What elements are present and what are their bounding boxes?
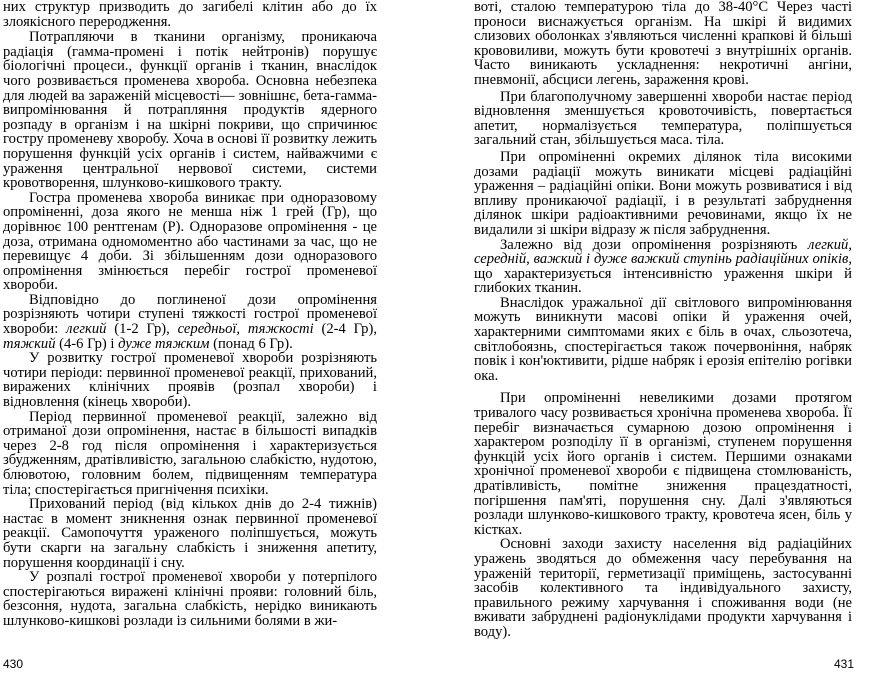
paragraph [474,391,852,537]
paragraph [3,497,377,570]
paragraph [3,0,377,29]
paragraph [3,570,377,628]
text-run: Залежно від дози опромінення розрізняють [500,236,809,253]
text-run: У розвитку гострої променевої хвороби розрізняють чотири періоди: первинної променевої реакції, прихований, виражених клінічних проявів (розпал хвороби) і відновлення (кінець хвороби). [3,350,377,411]
right-page-text-column [474,0,852,640]
paragraph [474,90,852,148]
text-run: У розпалі гострої променевої хвороби у потерпілого спостерігаються виражені клінічні прояви: головний біль, безсоння, нудота, загальна слабкість, нерідко виникають шлунково-кишкові розлади із сильними болями в жи- [3,569,377,629]
text-run: Основні заходи захисту населення від радіаційних уражень зводяться до обмеження часу перебування на уражeній території, герметизації приміщень, застосуванні засобів колективного та індивідуального захисту, правильного режиму харчування і споживання води (не вживати забруднені радіонуклідами продукти харчування і воду). [474,536,852,640]
page-number-right: 431 [833,657,854,671]
italic-text-run: легкий, середній, важкий і дуже важкий ступінь радіаційних опіків, [474,236,852,268]
text-run: При благополучному завершенні хвороби настає період відновлення зменшується кровоточивість, повертається апетит, нормалізується температура, поліпшується загальний стан, збільшується маса. тіла. [474,88,852,149]
text-run: воті, сталою температурою тіла до 38-40°С Через часті проноси виснажується організм. На шкірі й видимих слизових оболонках з'являються численні крапкові й більші крововиливи, можуть бути кровотечі з внутрішніх органів. Часто виникають ускладнення: некротичні ангіни, пневмонії, абсциси легень, зараження крові. [474,0,852,88]
text-run: Внаслідок уражальної дії світлового випромінювання можуть виникнути масові опіки й ураження очей, характерними симптомами яких є біль в очах, сльозотеча, світлобоязнь, спостерігається також почервоніння, набряк повік і кон'юктивити, рідше набряк і ерозія епітелію рогівки ока. [474,294,852,384]
paragraph [474,537,852,639]
italic-text-run: тяжкий [3,335,56,352]
text-run: При опроміненні невеликими дозами протягом тривалого часу розвивається хронічна променева хвороба. Її перебіг визначається сумарною дозою опромінення і характером розподілу її в організмі, ступенем порушення функцій усіх його органів і систем. Першими ознаками хронічної променевої хвороби є підвищена стомлюваність, дратівливість, помітне зниження працездатності, погіршення пам'яті, порушення сну. Далі з'являються розлади шлунково-кишкового тракту, кровотеча ясен, біль у кістках. [474,390,852,538]
paragraph [3,30,377,191]
text-run: При опроміненні окремих ділянок тіла високими дозами радіації можуть виникати місцеві радіаційні ураження – радіаційні опіки. Вони можуть розвиватися і від впливу проникаючої радіації, і в результаті забруднення ділянок шкіри радіоактивними речовинами, якщо їх не видалили зі шкіри відразу ж після забруднення. [474,148,852,238]
text-run: Прихований період (від кількох днів до 2-4 тижнів) настає в момент зникнення ознак первинної променевої реакції. Самопочуття ураженого поліпшується, можуть бути скарги на загальну слабкість і зниження апетиту, порушення координації і сну. [3,496,377,571]
text-run: (4-6 Гр) і [55,335,119,352]
paragraph [3,410,377,498]
text-run: що характеризується інтенсивністю ураження шкіри й глибоких тканин. [474,265,852,297]
paragraph [474,296,852,384]
paragraph [3,293,377,351]
text-run: них структур призводить до загибелі клітин або до їх злоякісного переродження. [3,0,377,30]
text-run: (2-4 Гр), [313,321,377,338]
paragraph [474,0,852,88]
text-run: Період первинної променевої реакції, залежно від отриманої дози опромінення, настає в більшості випадків через 2-8 год після опромінення і характеризується збудженням, дратівливістю, загальною слабкістю, нудотою, блювотою, головним болем, підвищенням температура тіла; спостерігається пригнічення психіки. [3,408,377,498]
page-number-left: 430 [3,657,24,671]
left-page-text-column [3,0,377,629]
text-run: Відповідно до поглиненої дози опромінення розрізняють чотири ступені тяжкості гострої променевої хвороби: [3,291,377,338]
text-run: Потрапляючи в тканини організму, проникаюча радіація (гамма-промені і потік нейтронів) порушує біологічні процеси., функції органів і тканин, внаслідок чого розвивається променева хвороба. Основна небезпека для людей ва зараженій місцевості— зовнішнє, бета-гамма-випромінювання й потрапляння продуктів ядерного розпаду в організм і на шкірні покриви, що спричинює гостру променеву хворобу. Хоча в основі її розвитку лежить порушення функцій усіх органів і систем, найважчими є ураження центральної нервової системи, системи кровотворення, шлунково-кишкового тракту. [3,29,377,192]
italic-text-run: середньої, тяжкості [177,321,314,338]
text-run: (1-2 Гр), [106,321,178,338]
italic-text-run: дуже тяжким [118,335,210,352]
text-run: Гостра променева хвороба виникає при одноразовому опроміненні, доза якого не менша ніж 1 грей (Гр), що дорівнює 100 рентгенам (Р). Одноразове опромінення - це доза, отримана одномоментно або частинами за час, що не перевищує 4 доби. Зі збільшенням дози одноразового опромінення змінюється перебіг гострої променевої хвороби. [3,189,377,294]
paragraph [474,238,852,296]
paragraph [3,351,377,409]
paragraph [474,150,852,238]
paragraph [3,191,377,293]
italic-text-run: легкий [66,321,107,338]
text-run: (понад 6 Гр). [209,335,293,352]
